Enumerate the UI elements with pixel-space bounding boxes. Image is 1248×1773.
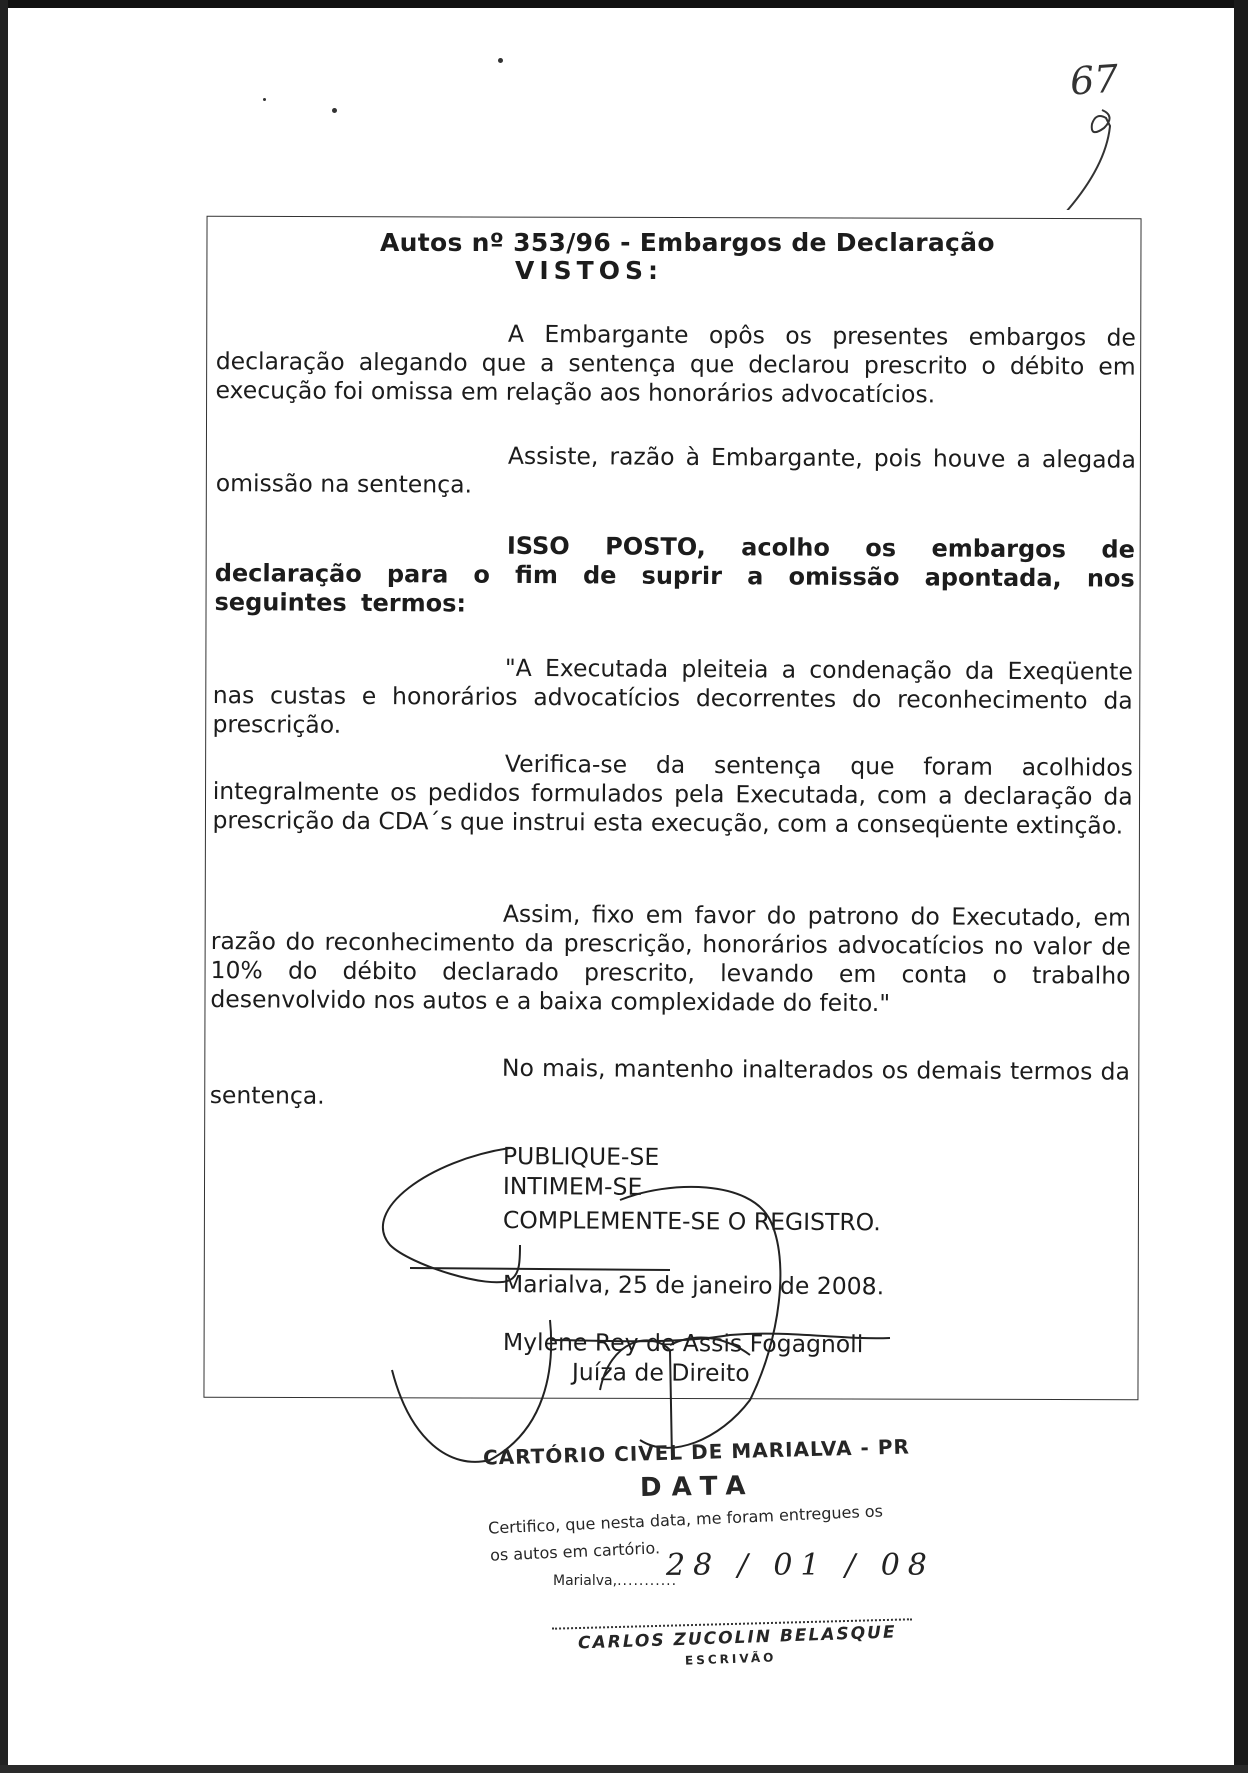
stamp-certify-line: Certifico, que nesta data, me foram entregues os	[487, 1501, 884, 1538]
scan-speck	[263, 98, 266, 101]
scan-speck	[498, 58, 503, 63]
complemente-registro: COMPLEMENTE-SE O REGISTRO.	[502, 1206, 881, 1237]
handwritten-date: 28 / 01 / 08	[666, 1548, 935, 1583]
stamp-certify-line-2: os autos em cartório.	[489, 1538, 661, 1565]
paragraph-executada: "A Executada pleiteia a condenação da Exeqüente nas custas e honorários advocatícios decorrentes do reconhecimento da prescrição.	[212, 653, 1133, 739]
judge-signature	[370, 1140, 930, 1480]
case-title: Autos nº 353/96 - Embargos de Declaração	[380, 228, 995, 257]
paragraph-assim: Assim, fixo em favor do patrono do Executado, em razão do reconhecimento da prescrição, honorários advocatícios no valor de 10% do débito declarado prescrito, levando em conta o trabalho desenvolvido nos autos e a baixa complexidade do feito."	[210, 899, 1131, 1018]
place-and-date: Marialva, 25 de janeiro de 2008.	[502, 1270, 885, 1301]
scan-border-bottom	[0, 1765, 1248, 1773]
clerk-title: ESCRIVÃO	[684, 1650, 777, 1668]
stamp-city: Marialva,...........	[553, 1573, 678, 1589]
scan-border-top	[0, 0, 1248, 8]
stamp-data-label: DATA	[639, 1470, 756, 1504]
paragraph-isso-posto: ISSO POSTO, acolho os embargos de declaração para o fim de suprir a omissão apontada, nos seguintes termos:	[214, 531, 1135, 618]
judge-title: Juíza de Direito	[571, 1358, 750, 1388]
page-number-mark	[1050, 60, 1130, 210]
vistos-heading: VISTOS:	[515, 256, 663, 285]
page-number-handwritten: 67	[1068, 56, 1120, 104]
scan-border-left	[0, 0, 8, 1773]
publique-se: PUBLIQUE-SE	[502, 1142, 660, 1171]
scan-border-right	[1234, 0, 1248, 1773]
stamp-office: CARTÓRIO CIVEL DE MARIALVA - PR	[482, 1434, 911, 1470]
paragraph-no-mais: No mais, mantenho inalterados os demais termos da sentença.	[209, 1053, 1130, 1110]
paragraph-assiste: Assiste, razão à Embargante, pois houve a alegada omissão na sentença.	[215, 441, 1136, 499]
intimem-se: INTIMEM-SE	[502, 1172, 643, 1201]
judge-name: Mylene Rey de Assis Fogagnoli	[502, 1328, 864, 1359]
scan-speck	[332, 108, 337, 113]
paragraph-embargos: A Embargante opôs os presentes embargos de declaração alegando que a sentença que declarou prescrito o débito em execução foi omissa em relação aos honorários advocatícios.	[215, 319, 1136, 409]
paragraph-verifica: Verifica-se da sentença que foram acolhidos integralmente os pedidos formulados pela Executada, com a declaração da prescrição da CDA´s que instrui esta execução, com a conseqüente extinção.	[212, 749, 1133, 840]
clerk-name: CARLOS ZUCOLIN BELASQUE	[577, 1622, 897, 1654]
